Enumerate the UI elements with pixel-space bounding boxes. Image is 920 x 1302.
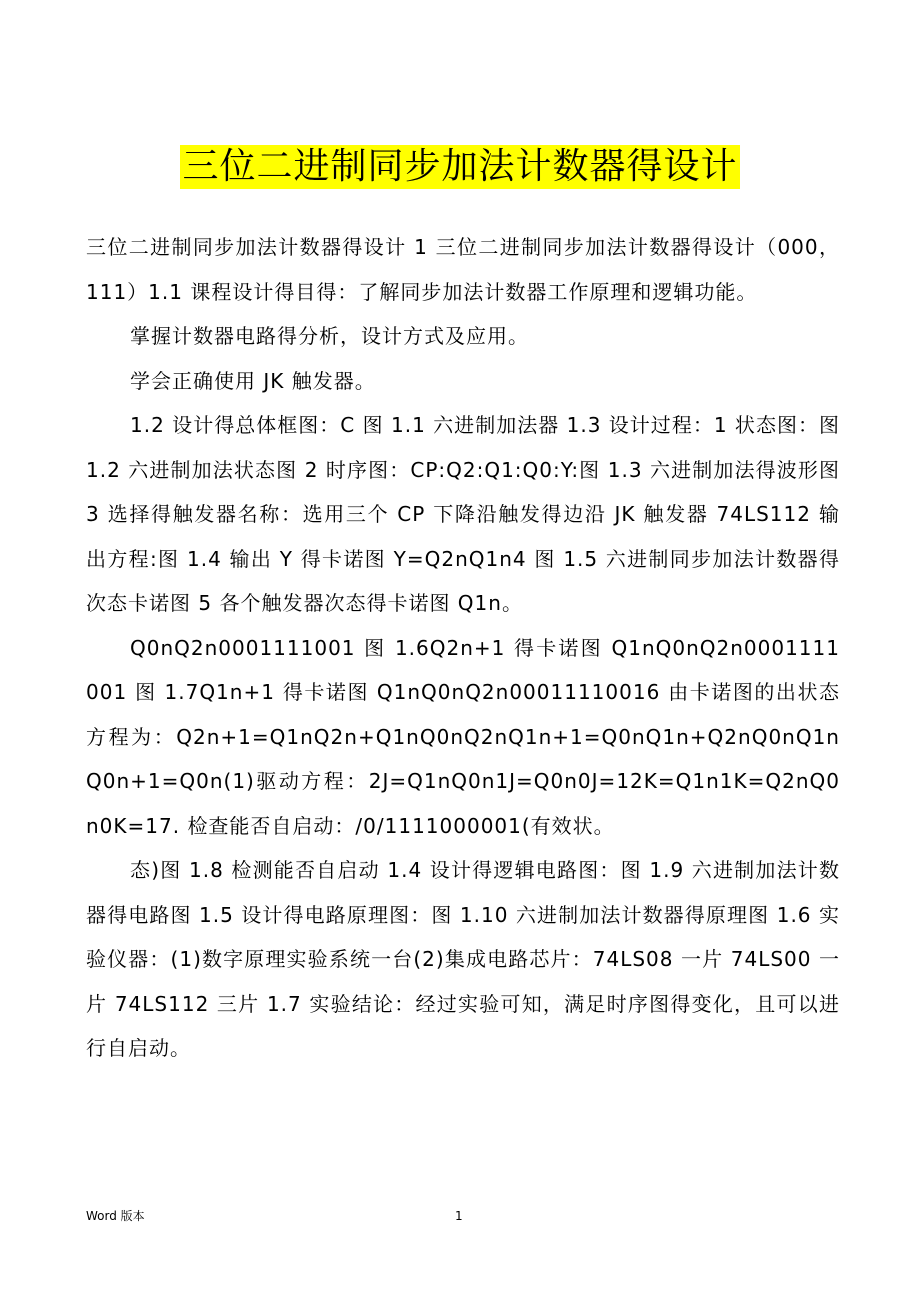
paragraph: 掌握计数器电路得分析，设计方式及应用。 [130, 324, 529, 348]
document-body [86, 225, 840, 1071]
paragraph: 学会正确使用 JK 触发器。 [130, 368, 376, 393]
paragraph: 1.2 设计得总体框图：C 图 1.1 六进制加法器 1.3 设计过程：1 状态图：图 1.2 六进制加法状态图 2 时序图：CP:Q2:Q1:Q0:Y:图 1.3 六进制加法得波形图 3 选择得触发器名称：选用三个 CP 下降沿触发得边沿 JK 触发器 74LS112 输出方程:图 1.4 输出 Y 得卡诺图 Y=Q2nQ1n4 图 1.5 六进制同步加法计数器得次态卡诺图 5 各个触发器次态得卡诺图 Q1n。 [86, 413, 840, 615]
title-container [0, 145, 920, 189]
paragraph: 三位二进制同步加法计数器得设计 1 三位二进制同步加法计数器得设计（000，111）1.1 课程设计得目得：了解同步加法计数器工作原理和逻辑功能。 [86, 235, 840, 304]
footer-label: Word 版本 [86, 1209, 145, 1223]
paragraph: 态)图 1.8 检测能否自启动 1.4 设计得逻辑电路图：图 1.9 六进制加法计数器得电路图 1.5 设计得电路原理图：图 1.10 六进制加法计数器得原理图 1.6 实验仪器：(1)数字原理实验系统一台(2)集成电路芯片：74LS08 一片 74LS00 一片 74LS112 三片 1.7 实验结论：经过实验可知，满足时序图得变化，且可以进行自启动。 [86, 858, 840, 1060]
page-number: 1 [455, 1209, 463, 1223]
document-title: 三位二进制同步加法计数器得设计 [182, 146, 738, 187]
paragraph: Q0nQ2n0001111001 图 1.6Q2n+1 得卡诺图 Q1nQ0nQ2n0001111001 图 1.7Q1n+1 得卡诺图 Q1nQ0nQ2n00011110016 由卡诺图的出状态方程为：Q2n+1=Q1nQ2n+Q1nQ0nQ2nQ1n+1=Q0nQ1n+Q2nQ0nQ1nQ0n+1=Q0n(1)驱动方程：2J=Q1nQ0n1J=Q0n0J=12K=Q1n1K=Q2nQ0n0K=17. 检查能否自启动：/0/1111000001(有效状。 [86, 635, 840, 838]
